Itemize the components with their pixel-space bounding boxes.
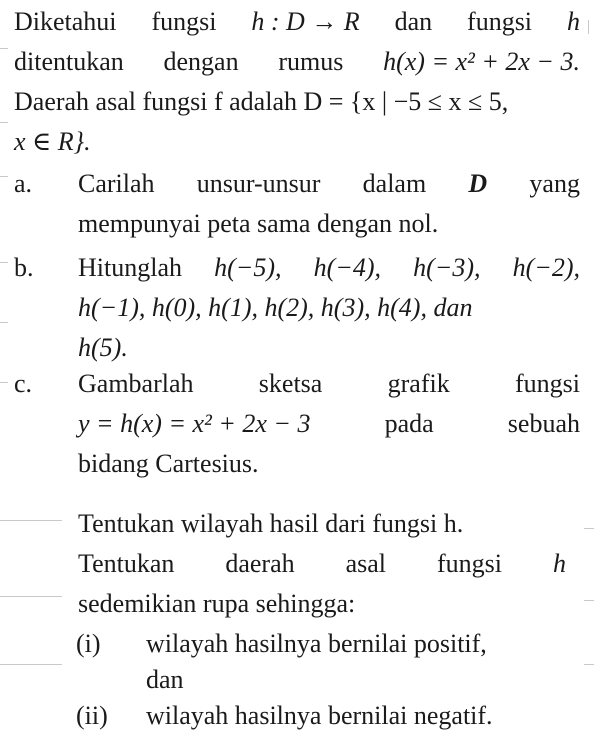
margin-tick bbox=[0, 382, 8, 383]
subitem-ii-line-1: wilayah hasilnya bernilai negatif. bbox=[146, 701, 493, 730]
intro-word: fungsi bbox=[467, 7, 533, 36]
item-b-value: h(−5), bbox=[214, 253, 282, 282]
subitem-i-line-2: dan bbox=[146, 665, 184, 694]
intro-line-3 bbox=[14, 82, 580, 122]
intro-word: ditentukan bbox=[14, 47, 124, 76]
item-b-value: h(−2), bbox=[512, 253, 580, 282]
item-b-value: h(−4), bbox=[313, 253, 381, 282]
item-b-line-3 bbox=[78, 328, 580, 368]
item-label-a: a. bbox=[14, 169, 33, 198]
domain-statement-end: x ∈ R}. bbox=[14, 127, 91, 156]
item-a-word: unsur-unsur bbox=[196, 169, 321, 198]
item-c-formula: y = h(x) = x² + 2x − 3 bbox=[78, 409, 311, 438]
margin-tick bbox=[0, 48, 8, 49]
intro-line-2 bbox=[14, 42, 580, 82]
intro-word: Diketahui bbox=[14, 7, 117, 36]
extra-word: h bbox=[552, 549, 566, 578]
item-c-word: sketsa bbox=[258, 369, 323, 398]
ruling-line bbox=[0, 664, 62, 665]
ruling-line bbox=[0, 596, 62, 597]
margin-tick bbox=[584, 528, 594, 529]
intro-line-1 bbox=[14, 2, 580, 42]
item-c-line-1 bbox=[78, 364, 580, 404]
extra-word: Tentukan bbox=[78, 549, 175, 578]
item-c-word: fungsi bbox=[515, 369, 580, 398]
item-b-line-1 bbox=[78, 248, 580, 288]
margin-tick bbox=[584, 600, 594, 601]
item-a-text: mempunyai peta sama dengan nol. bbox=[78, 209, 439, 238]
item-a-word: D bbox=[468, 169, 488, 198]
intro-word: dan bbox=[394, 7, 433, 36]
extra-line-1 bbox=[78, 504, 580, 544]
subitem-label-i: (i) bbox=[76, 629, 101, 658]
extra-line-2 bbox=[78, 544, 566, 584]
margin-tick bbox=[584, 664, 594, 665]
function-signature: h : D → R bbox=[251, 7, 360, 36]
item-c-word: sebuah bbox=[507, 409, 580, 438]
item-c-word: grafik bbox=[387, 369, 450, 398]
item-b-line-2 bbox=[78, 288, 580, 328]
intro-line-4 bbox=[14, 122, 580, 162]
intro-word: dengan bbox=[163, 47, 239, 76]
intro-word: rumus bbox=[278, 47, 344, 76]
domain-statement: Daerah asal fungsi f adalah D = {x | −5 ≤ x ≤ 5, bbox=[14, 87, 509, 116]
extra-text: Tentukan wilayah hasil dari fungsi h. bbox=[78, 509, 464, 538]
margin-tick bbox=[588, 20, 589, 34]
function-name: h bbox=[566, 7, 580, 36]
item-c-line-2 bbox=[78, 404, 580, 444]
item-b-word: Hitunglah bbox=[78, 253, 182, 282]
item-c-word: Gambarlah bbox=[78, 369, 194, 398]
margin-tick bbox=[0, 322, 8, 323]
item-a-line-1 bbox=[78, 164, 580, 204]
subitem-label-ii: (ii) bbox=[76, 701, 108, 730]
extra-line-3 bbox=[78, 584, 580, 624]
item-b-value: h(5). bbox=[78, 333, 128, 362]
margin-tick bbox=[0, 262, 8, 263]
item-b-values: h(−1), h(0), h(1), h(2), h(3), h(4), dan bbox=[78, 293, 473, 322]
item-b-value: h(−3), bbox=[413, 253, 481, 282]
extra-word: asal bbox=[345, 549, 387, 578]
extra-text: sedemikian rupa sehingga: bbox=[78, 589, 356, 618]
item-c-line-3 bbox=[78, 444, 580, 484]
item-a-word: yang bbox=[529, 169, 580, 198]
ruling-line bbox=[0, 520, 62, 521]
item-a-word: Carilah bbox=[78, 169, 155, 198]
item-a-line-2 bbox=[78, 204, 580, 244]
intro-word: fungsi bbox=[151, 7, 217, 36]
item-a-word: dalam bbox=[362, 169, 427, 198]
margin-tick bbox=[0, 122, 8, 123]
subitem-i-line-1: wilayah hasilnya bernilai positif, bbox=[146, 629, 487, 658]
extra-word: daerah bbox=[225, 549, 295, 578]
item-label-b: b. bbox=[14, 253, 34, 282]
item-c-word: pada bbox=[384, 409, 434, 438]
item-c-text: bidang Cartesius. bbox=[78, 449, 259, 478]
function-formula: h(x) = x² + 2x − 3. bbox=[383, 47, 580, 76]
extra-word: fungsi bbox=[436, 549, 502, 578]
margin-tick bbox=[0, 176, 8, 177]
item-label-c: c. bbox=[14, 369, 33, 398]
